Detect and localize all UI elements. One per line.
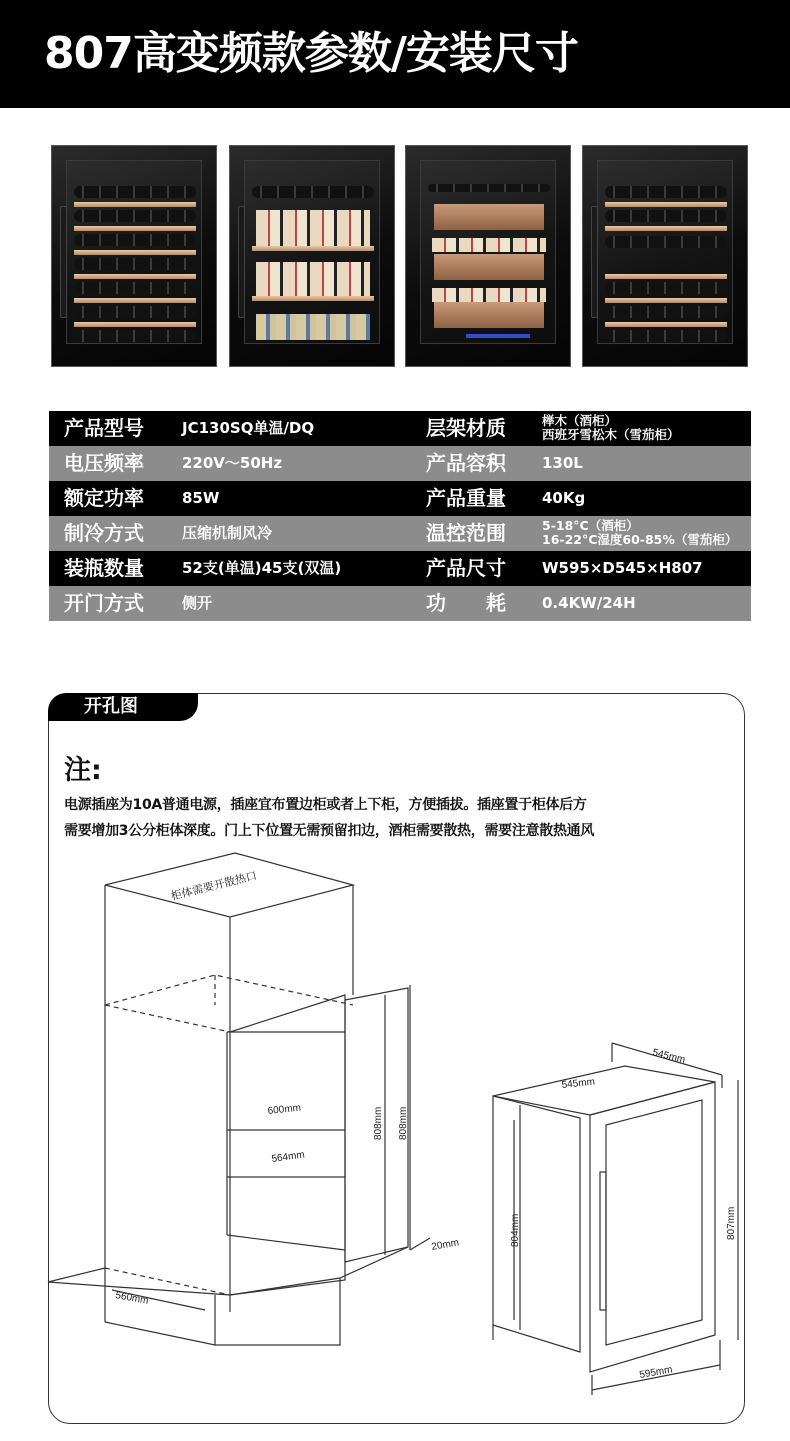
unit-drawing — [493, 1043, 738, 1395]
spec-label: 产品重量 — [426, 486, 506, 510]
note-line-1: 电源插座为10A普通电源，插座宜布置边柜或者上下柜，方便插拔。插座置于柜体后方 — [64, 797, 587, 813]
spec-value-line: 西班牙雪松木（雪茄柜） — [542, 427, 680, 442]
dim-height-right: 807mm — [726, 1206, 737, 1240]
spec-label: 产品尺寸 — [426, 556, 506, 580]
spec-label: 装瓶数量 — [64, 556, 144, 580]
note-title: 注: — [64, 755, 102, 786]
spec-label: 制冷方式 — [64, 521, 144, 545]
dim-height-a: 808mm — [373, 1106, 384, 1140]
dim-height-b: 808mm — [398, 1106, 409, 1140]
spec-value-line: 5-18°C（酒柜） — [542, 518, 639, 533]
page-title: 807高变频款参数/安装尺寸 — [44, 28, 578, 79]
spec-label: 产品容积 — [426, 451, 506, 475]
spec-label: 温控范围 — [426, 521, 506, 545]
spec-value: 52支(单温)45支(双温) — [182, 559, 342, 577]
spec-value: 压缩机制风冷 — [182, 524, 273, 542]
spec-value: 220V～50Hz — [182, 454, 283, 472]
spec-label: 开门方式 — [64, 591, 144, 615]
spec-value: 85W — [182, 489, 220, 507]
spec-value: 侧开 — [182, 594, 213, 612]
dim-width-inner: 564mm — [270, 1149, 306, 1165]
spec-value: JC130SQ单温/DQ — [182, 419, 315, 437]
dim-depth: 560mm — [114, 1290, 150, 1307]
vent-label: 柜体需要开散热口 — [169, 869, 259, 903]
spec-value-line: 榉木（酒柜） — [542, 413, 618, 428]
dim-gap: 20mm — [430, 1237, 460, 1253]
spec-value: 0.4KW/24H — [542, 594, 636, 612]
spec-value: 130L — [542, 454, 583, 472]
spec-label: 产品型号 — [64, 416, 144, 440]
dim-width-outer: 600mm — [267, 1102, 302, 1117]
dim-width: 595mm — [638, 1364, 674, 1381]
cabinet-drawing — [48, 853, 430, 1345]
diagram-tab-label: 开孔图 — [84, 696, 138, 717]
dim-depth-top: 545mm — [651, 1047, 687, 1066]
spec-label: 额定功率 — [64, 486, 144, 510]
dim-height-left: 804mm — [510, 1213, 521, 1247]
spec-value: W595×D545×H807 — [542, 559, 703, 577]
spec-value-line: 16-22°C湿度60-85%（雪茄柜） — [542, 532, 738, 547]
spec-label: 电压频率 — [64, 451, 144, 475]
spec-label: 层架材质 — [426, 416, 506, 440]
note-line-2: 需要增加3公分柜体深度。门上下位置无需预留扣边，酒柜需要散热，需要注意散热通风 — [64, 823, 595, 839]
dim-depth-side: 545mm — [561, 1076, 596, 1091]
unit-labels — [510, 1047, 737, 1381]
spec-label: 功 耗 — [426, 591, 506, 615]
spec-value: 40Kg — [542, 489, 586, 507]
